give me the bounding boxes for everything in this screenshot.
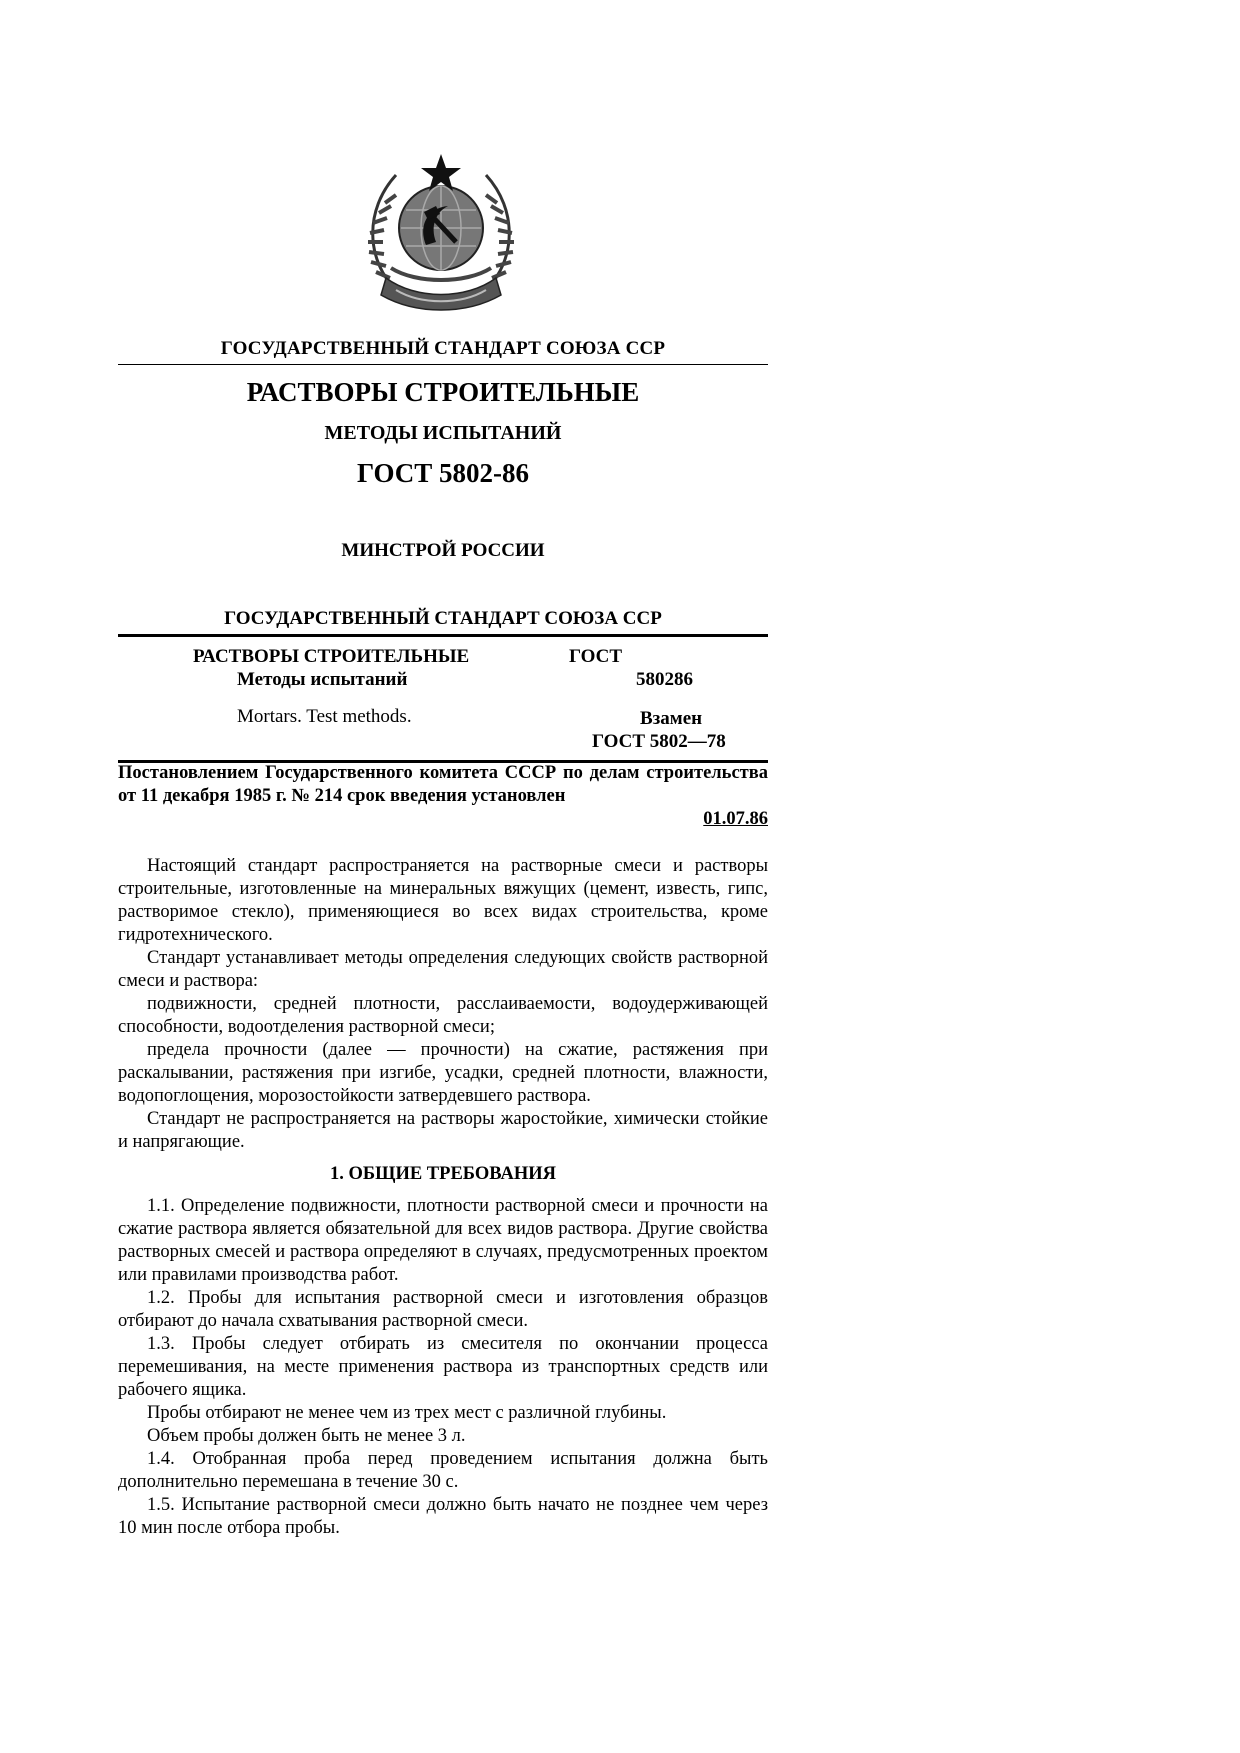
title-block-replaces-label: Взамен: [640, 708, 703, 729]
decree-paragraph: [118, 762, 768, 831]
section-paragraph: 1.5. Испытание растворной смеси должно быть начато не позднее чем через 10 мин после отбора пробы.: [118, 1495, 768, 1538]
section-paragraph: 1.1. Определение подвижности, плотности растворной смеси и прочности на сжатие раствора является обязательной для всех видов раствора. Другие свойства растворных смесей и раствора определяют в случаях, предусмотренных проектом или правилами производства работ.: [118, 1196, 768, 1285]
document-subtitle: МЕТОДЫ ИСПЫТАНИЙ: [324, 422, 562, 444]
title-block-replaces-value: ГОСТ 5802—78: [592, 731, 726, 752]
title-block-top-rule: [118, 634, 768, 637]
section-paragraph: 1.4. Отобранная проба перед проведением испытания должна быть дополнительно перемешана в течение 30 с.: [118, 1449, 768, 1492]
ussr-emblem-icon: [356, 150, 526, 320]
title-block-methods: Методы испытаний: [237, 669, 408, 690]
section-paragraph: 1.2. Пробы для испытания растворной смеси и изготовления образцов отбирают до начала схватывания растворной смеси.: [118, 1288, 768, 1331]
document-title: РАСТВОРЫ СТРОИТЕЛЬНЫЕ: [246, 377, 640, 407]
title-block-name: РАСТВОРЫ СТРОИТЕЛЬНЫЕ: [193, 646, 470, 667]
title-block-english: Mortars. Test methods.: [237, 706, 412, 727]
decree-date: 01.07.86: [703, 809, 768, 829]
intro-paragraph: Стандарт не распространяется на растворы жаростойкие, химически стойкие и напрягающие.: [118, 1109, 768, 1152]
header-divider: [118, 364, 768, 365]
section-heading: 1. ОБЩИЕ ТРЕБОВАНИЯ: [330, 1164, 556, 1184]
ministry-heading: МИНСТРОЙ РОССИИ: [341, 540, 545, 561]
intro-paragraph: Стандарт устанавливает методы определения следующих свойств растворной смеси и раствора:: [118, 948, 768, 991]
section-paragraph: Объем пробы должен быть не менее 3 л.: [147, 1426, 466, 1446]
section-paragraph: Пробы отбирают не менее чем из трех мест с различной глубины.: [147, 1403, 667, 1423]
intro-paragraph: Настоящий стандарт распространяется на растворные смеси и растворы строительные, изготовленные на минеральных вяжущих (цемент, известь, гипс, растворимое стекло), применяющиеся во всех видах строительства, кроме гидротехнического.: [118, 856, 768, 945]
title-block-gost-number: 580286: [636, 669, 693, 690]
gost-code: ГОСТ 5802-86: [356, 458, 530, 488]
document-body: [118, 855, 768, 1540]
intro-paragraph: подвижности, средней плотности, расслаиваемости, водоудерживающей способности, водоотделения растворной смеси;: [118, 994, 768, 1037]
section-paragraph: 1.3. Пробы следует отбирать из смесителя по окончании процесса перемешивания, на месте применения раствора из транспортных средств или рабочего ящика.: [118, 1334, 768, 1400]
decree-text: Постановлением Государственного комитета СССР по делам строительства от 11 декабря 1985 г. № 214 срок введения установлен: [118, 763, 768, 806]
title-block-gost-label: ГОСТ: [569, 646, 623, 667]
intro-paragraph: предела прочности (далее — прочности) на сжатие, растяжения при раскалывании, растяжения при изгибе, усадки, средней плотности, влажности, водопоглощения, морозостойкости затвердевшего раствора.: [118, 1040, 768, 1106]
state-standard-heading-2: ГОСУДАРСТВЕННЫЙ СТАНДАРТ СОЮЗА ССР: [224, 608, 662, 629]
state-standard-heading: ГОСУДАРСТВЕННЫЙ СТАНДАРТ СОЮЗА ССР: [220, 338, 666, 359]
